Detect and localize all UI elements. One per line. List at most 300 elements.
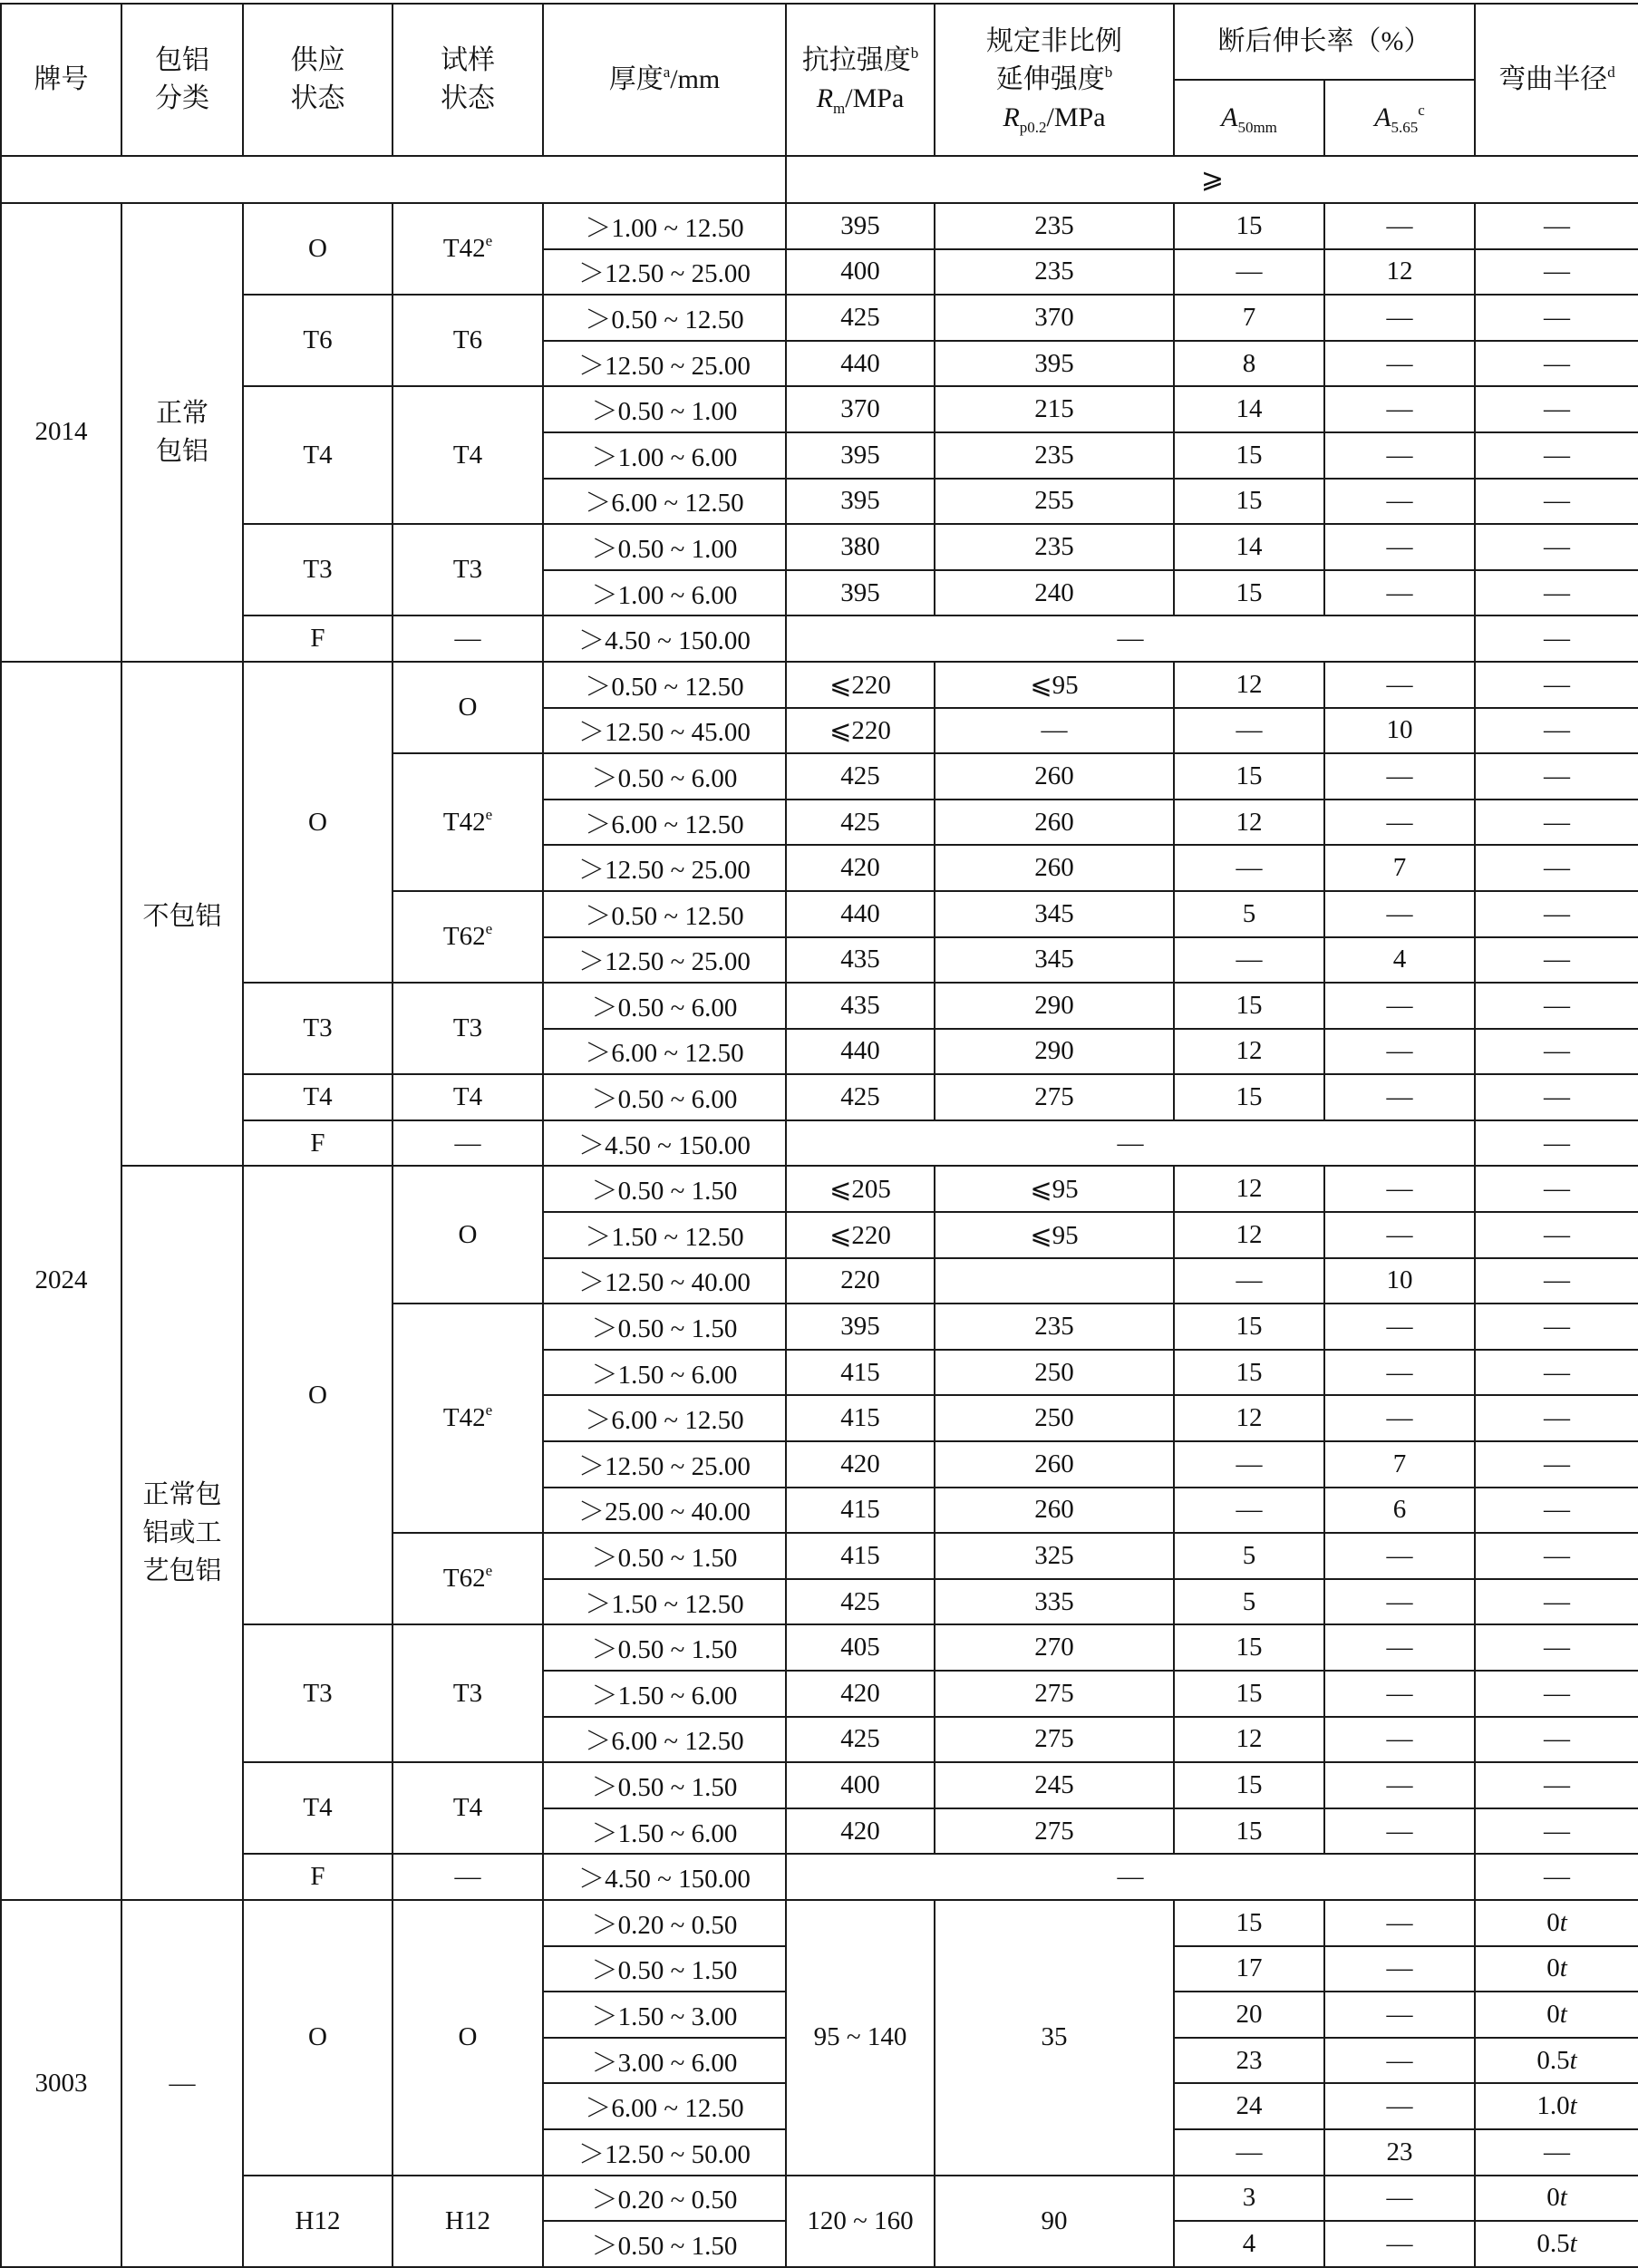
elongation-a565-cell: — bbox=[1324, 1717, 1475, 1763]
temper-cell: O bbox=[243, 1166, 393, 1624]
header-row-min bbox=[1, 156, 1638, 203]
thickness-cell: ＞0.50 ~ 1.00 bbox=[543, 386, 786, 432]
elongation-a565-cell: 12 bbox=[1324, 249, 1475, 296]
elongation-a565-cell: — bbox=[1324, 753, 1475, 800]
bend-radius-cell: — bbox=[1475, 1350, 1638, 1396]
thickness-cell: ＞0.20 ~ 0.50 bbox=[543, 2176, 786, 2222]
temper-cell: T3 bbox=[243, 524, 393, 615]
bend-radius-cell: — bbox=[1475, 708, 1638, 754]
yield-strength-cell: 260 bbox=[935, 1488, 1174, 1534]
bend-radius-cell: — bbox=[1475, 1441, 1638, 1488]
elongation-a50-cell: 7 bbox=[1174, 295, 1324, 341]
thickness-cell: ＞0.50 ~ 1.50 bbox=[543, 1624, 786, 1671]
tensile-strength-cell: 400 bbox=[786, 1762, 935, 1808]
elongation-a50-cell: 20 bbox=[1174, 1992, 1324, 2038]
table-row bbox=[1, 1624, 1638, 1671]
elongation-a565-cell: 10 bbox=[1324, 708, 1475, 754]
elongation-a50-cell: — bbox=[1174, 708, 1324, 754]
col-a50-header: $A_{50mm}$ bbox=[1174, 80, 1324, 156]
elongation-a565-cell: — bbox=[1324, 2038, 1475, 2084]
yield-strength-cell bbox=[935, 1258, 1174, 1304]
bend-radius-cell: 1.0t bbox=[1475, 2083, 1638, 2129]
elongation-a565-cell: 7 bbox=[1324, 845, 1475, 891]
elongation-a50-cell: 15 bbox=[1174, 203, 1324, 249]
yield-strength-cell: ⩽95 bbox=[935, 662, 1174, 708]
elongation-a50-cell: 14 bbox=[1174, 386, 1324, 432]
col-elongation-header: 断后伸长率（%） bbox=[1174, 4, 1475, 80]
tensile-strength-cell: 220 bbox=[786, 1258, 935, 1304]
tensile-strength-cell: 120 ~ 160 bbox=[786, 2176, 935, 2267]
bend-radius-cell: — bbox=[1475, 1074, 1638, 1120]
thickness-cell: ＞1.50 ~ 6.00 bbox=[543, 1808, 786, 1855]
elongation-a565-cell: — bbox=[1324, 1671, 1475, 1717]
bend-radius-cell: — bbox=[1475, 524, 1638, 570]
tensile-strength-cell: 420 bbox=[786, 1671, 935, 1717]
elongation-a50-cell: 12 bbox=[1174, 662, 1324, 708]
elongation-a50-cell: — bbox=[1174, 249, 1324, 296]
elongation-a50-cell: — bbox=[1174, 2129, 1324, 2176]
thickness-cell: ＞6.00 ~ 12.50 bbox=[543, 479, 786, 525]
thickness-cell: ＞0.50 ~ 6.00 bbox=[543, 983, 786, 1029]
elongation-a565-cell: — bbox=[1324, 1992, 1475, 2038]
tensile-strength-cell: 415 bbox=[786, 1533, 935, 1579]
temper-cell: O bbox=[393, 1166, 543, 1304]
temper-cell: O bbox=[243, 203, 393, 295]
thickness-cell: ＞12.50 ~ 25.00 bbox=[543, 1441, 786, 1488]
elongation-a565-cell: — bbox=[1324, 1624, 1475, 1671]
yield-strength-cell: 255 bbox=[935, 479, 1174, 525]
tensile-strength-cell: 440 bbox=[786, 891, 935, 937]
yield-strength-cell: 235 bbox=[935, 1304, 1174, 1350]
table-row bbox=[1, 2176, 1638, 2222]
thickness-cell: ＞0.50 ~ 6.00 bbox=[543, 1074, 786, 1120]
yield-strength-cell: 260 bbox=[935, 753, 1174, 800]
temper-cell: T42e bbox=[393, 203, 543, 295]
bend-radius-cell: — bbox=[1475, 570, 1638, 616]
col-supply-temper-header: 供应 状态 bbox=[243, 4, 393, 156]
elongation-a50-cell: 15 bbox=[1174, 753, 1324, 800]
thickness-cell: ＞1.50 ~ 3.00 bbox=[543, 1992, 786, 2038]
elongation-a565-cell: — bbox=[1324, 524, 1475, 570]
elongation-a565-cell: 4 bbox=[1324, 937, 1475, 984]
elongation-a565-cell: — bbox=[1324, 1946, 1475, 1992]
elongation-a50-cell: 15 bbox=[1174, 1074, 1324, 1120]
tensile-strength-cell: ⩽220 bbox=[786, 1212, 935, 1258]
temper-cell: O bbox=[393, 1900, 543, 2176]
col-brand-header: 牌号 bbox=[1, 4, 121, 156]
yield-strength-cell: ⩽95 bbox=[935, 1212, 1174, 1258]
thickness-cell: ＞6.00 ~ 12.50 bbox=[543, 1717, 786, 1763]
thickness-cell: ＞0.50 ~ 1.50 bbox=[543, 1946, 786, 1992]
strength-merged-cell: — bbox=[786, 1854, 1475, 1900]
temper-cell: T42e bbox=[393, 753, 543, 891]
tensile-strength-cell: 415 bbox=[786, 1350, 935, 1396]
thickness-cell: ＞0.50 ~ 6.00 bbox=[543, 753, 786, 800]
yield-strength-cell: ⩽95 bbox=[935, 1166, 1174, 1212]
table-row bbox=[1, 1120, 1638, 1167]
elongation-a50-cell: 15 bbox=[1174, 1304, 1324, 1350]
elongation-a50-cell: 15 bbox=[1174, 1900, 1324, 1946]
tensile-strength-cell: 395 bbox=[786, 1304, 935, 1350]
bend-radius-cell: — bbox=[1475, 1212, 1638, 1258]
tensile-strength-cell: 420 bbox=[786, 1808, 935, 1855]
yield-strength-cell: 345 bbox=[935, 937, 1174, 984]
yield-strength-cell: 335 bbox=[935, 1579, 1174, 1625]
elongation-a50-cell: 4 bbox=[1174, 2221, 1324, 2267]
yield-strength-cell: 260 bbox=[935, 845, 1174, 891]
bend-radius-cell: — bbox=[1475, 1717, 1638, 1763]
yield-strength-cell: 235 bbox=[935, 203, 1174, 249]
elongation-a50-cell: 24 bbox=[1174, 2083, 1324, 2129]
bend-radius-cell: 0t bbox=[1475, 2176, 1638, 2222]
table-row bbox=[1, 524, 1638, 570]
yield-strength-cell: 240 bbox=[935, 570, 1174, 616]
table-row bbox=[1, 386, 1638, 432]
temper-cell: T62e bbox=[393, 1533, 543, 1624]
col-bend-radius-header: 弯曲半径$^d$ bbox=[1475, 4, 1638, 156]
tensile-strength-cell: 435 bbox=[786, 937, 935, 984]
yield-strength-cell: 275 bbox=[935, 1808, 1174, 1855]
elongation-a50-cell: 15 bbox=[1174, 1624, 1324, 1671]
elongation-a50-cell: 17 bbox=[1174, 1946, 1324, 1992]
bend-radius-cell: — bbox=[1475, 2129, 1638, 2176]
table-row bbox=[1, 662, 1638, 708]
yield-strength-cell: 235 bbox=[935, 249, 1174, 296]
elongation-a565-cell: — bbox=[1324, 1533, 1475, 1579]
yield-strength-cell: 290 bbox=[935, 983, 1174, 1029]
elongation-a50-cell: 12 bbox=[1174, 800, 1324, 846]
col-a565-header: $A_{5.65}^c$ bbox=[1324, 80, 1475, 156]
elongation-a565-cell: — bbox=[1324, 800, 1475, 846]
tensile-strength-cell: 420 bbox=[786, 845, 935, 891]
thickness-cell: ＞1.50 ~ 6.00 bbox=[543, 1350, 786, 1396]
yield-strength-cell: 325 bbox=[935, 1533, 1174, 1579]
temper-cell: O bbox=[393, 662, 543, 753]
yield-strength-cell: 215 bbox=[935, 386, 1174, 432]
thickness-cell: ＞12.50 ~ 50.00 bbox=[543, 2129, 786, 2176]
bend-radius-cell: — bbox=[1475, 662, 1638, 708]
thickness-cell: ＞4.50 ~ 150.00 bbox=[543, 615, 786, 662]
elongation-a50-cell: — bbox=[1174, 1488, 1324, 1534]
elongation-a565-cell: — bbox=[1324, 1350, 1475, 1396]
elongation-a565-cell: — bbox=[1324, 341, 1475, 387]
yield-strength-cell: 370 bbox=[935, 295, 1174, 341]
elongation-a565-cell: — bbox=[1324, 1304, 1475, 1350]
bend-radius-cell: — bbox=[1475, 845, 1638, 891]
table-row bbox=[1, 1854, 1638, 1900]
thickness-cell: ＞0.50 ~ 1.50 bbox=[543, 1533, 786, 1579]
brand-cell: 2024 bbox=[1, 662, 121, 1900]
bend-radius-cell: — bbox=[1475, 1304, 1638, 1350]
thickness-cell: ＞4.50 ~ 150.00 bbox=[543, 1120, 786, 1167]
elongation-a50-cell: 15 bbox=[1174, 1671, 1324, 1717]
tensile-strength-cell: ⩽220 bbox=[786, 708, 935, 754]
thickness-cell: ＞1.50 ~ 12.50 bbox=[543, 1579, 786, 1625]
yield-strength-cell: 395 bbox=[935, 341, 1174, 387]
elongation-a50-cell: 15 bbox=[1174, 1350, 1324, 1396]
thickness-cell: ＞6.00 ~ 12.50 bbox=[543, 1395, 786, 1441]
thickness-cell: ＞1.50 ~ 12.50 bbox=[543, 1212, 786, 1258]
temper-cell: T3 bbox=[243, 983, 393, 1074]
yield-strength-cell: 345 bbox=[935, 891, 1174, 937]
tensile-strength-cell: 435 bbox=[786, 983, 935, 1029]
yield-strength-cell: 275 bbox=[935, 1717, 1174, 1763]
elongation-a565-cell: 23 bbox=[1324, 2129, 1475, 2176]
elongation-a50-cell: 23 bbox=[1174, 2038, 1324, 2084]
thickness-cell: ＞0.50 ~ 1.50 bbox=[543, 1304, 786, 1350]
temper-cell: T4 bbox=[393, 386, 543, 524]
strength-merged-cell: — bbox=[786, 1120, 1475, 1167]
bend-radius-cell: 0t bbox=[1475, 1946, 1638, 1992]
temper-cell: — bbox=[393, 1854, 543, 1900]
elongation-a50-cell: 15 bbox=[1174, 983, 1324, 1029]
tensile-strength-cell: 395 bbox=[786, 203, 935, 249]
tensile-strength-cell: 440 bbox=[786, 341, 935, 387]
elongation-a565-cell: — bbox=[1324, 1808, 1475, 1855]
temper-cell: T4 bbox=[243, 1074, 393, 1120]
temper-cell: H12 bbox=[393, 2176, 543, 2267]
bend-radius-cell: 0t bbox=[1475, 1900, 1638, 1946]
elongation-a50-cell: 5 bbox=[1174, 1579, 1324, 1625]
tensile-strength-cell: 380 bbox=[786, 524, 935, 570]
table-row bbox=[1, 615, 1638, 662]
temper-cell: O bbox=[243, 1900, 393, 2176]
elongation-a565-cell: — bbox=[1324, 203, 1475, 249]
temper-cell: T3 bbox=[393, 983, 543, 1074]
elongation-a565-cell: — bbox=[1324, 1579, 1475, 1625]
thickness-cell: ＞25.00 ~ 40.00 bbox=[543, 1488, 786, 1534]
bend-radius-cell: — bbox=[1475, 1854, 1638, 1900]
cladding-cell: 正常包 铝或工 艺包铝 bbox=[121, 1166, 243, 1900]
bend-radius-cell: 0t bbox=[1475, 1992, 1638, 2038]
thickness-cell: ＞1.00 ~ 12.50 bbox=[543, 203, 786, 249]
tensile-strength-cell: 95 ~ 140 bbox=[786, 1900, 935, 2176]
thickness-cell: ＞12.50 ~ 25.00 bbox=[543, 341, 786, 387]
elongation-a50-cell: 12 bbox=[1174, 1166, 1324, 1212]
elongation-a565-cell: — bbox=[1324, 432, 1475, 479]
bend-radius-cell: — bbox=[1475, 753, 1638, 800]
tensile-strength-cell: 425 bbox=[786, 800, 935, 846]
temper-cell: T4 bbox=[393, 1762, 543, 1854]
thickness-cell: ＞1.00 ~ 6.00 bbox=[543, 570, 786, 616]
min-value-marker: ⩾ bbox=[786, 156, 1638, 203]
tensile-strength-cell: 415 bbox=[786, 1488, 935, 1534]
bend-radius-cell: — bbox=[1475, 1624, 1638, 1671]
thickness-cell: ＞0.50 ~ 1.50 bbox=[543, 1166, 786, 1212]
temper-cell: T42e bbox=[393, 1304, 543, 1533]
temper-cell: F bbox=[243, 1854, 393, 1900]
table-row bbox=[1, 1166, 1638, 1212]
yield-strength-cell: 235 bbox=[935, 524, 1174, 570]
temper-cell: F bbox=[243, 615, 393, 662]
temper-cell: T3 bbox=[243, 1624, 393, 1762]
header-blank bbox=[1, 156, 786, 203]
tensile-strength-cell: 400 bbox=[786, 249, 935, 296]
elongation-a565-cell: — bbox=[1324, 386, 1475, 432]
bend-radius-cell: — bbox=[1475, 1762, 1638, 1808]
tensile-strength-cell: 425 bbox=[786, 1717, 935, 1763]
yield-strength-cell: 275 bbox=[935, 1074, 1174, 1120]
bend-radius-cell: — bbox=[1475, 386, 1638, 432]
elongation-a565-cell: — bbox=[1324, 1900, 1475, 1946]
header-row bbox=[1, 4, 1638, 80]
bend-radius-cell: — bbox=[1475, 341, 1638, 387]
col-specimen-temper-header: 试样 状态 bbox=[393, 4, 543, 156]
table-row bbox=[1, 295, 1638, 341]
temper-cell: T3 bbox=[393, 1624, 543, 1762]
bend-radius-cell: — bbox=[1475, 1029, 1638, 1075]
bend-radius-cell: — bbox=[1475, 1120, 1638, 1167]
temper-cell: T62e bbox=[393, 891, 543, 983]
thickness-cell: ＞12.50 ~ 40.00 bbox=[543, 1258, 786, 1304]
table-row bbox=[1, 203, 1638, 249]
yield-strength-cell: 90 bbox=[935, 2176, 1174, 2267]
yield-strength-cell: 245 bbox=[935, 1762, 1174, 1808]
tensile-strength-cell: ⩽220 bbox=[786, 662, 935, 708]
col-yield-header: 规定非比例 延伸强度$^b$ $R_{p0.2}$/MPa bbox=[935, 4, 1174, 156]
yield-strength-cell: 35 bbox=[935, 1900, 1174, 2176]
bend-radius-cell: — bbox=[1475, 1395, 1638, 1441]
tensile-strength-cell: 425 bbox=[786, 753, 935, 800]
bend-radius-cell: — bbox=[1475, 1488, 1638, 1534]
temper-cell: T4 bbox=[243, 386, 393, 524]
thickness-cell: ＞0.50 ~ 12.50 bbox=[543, 295, 786, 341]
tensile-strength-cell: 395 bbox=[786, 479, 935, 525]
elongation-a50-cell: 15 bbox=[1174, 479, 1324, 525]
thickness-cell: ＞0.50 ~ 1.00 bbox=[543, 524, 786, 570]
brand-cell: 3003 bbox=[1, 1900, 121, 2267]
elongation-a50-cell: — bbox=[1174, 1258, 1324, 1304]
temper-cell: T4 bbox=[393, 1074, 543, 1120]
elongation-a50-cell: 15 bbox=[1174, 432, 1324, 479]
thickness-cell: ＞6.00 ~ 12.50 bbox=[543, 2083, 786, 2129]
col-tensile-header: 抗拉强度$^b$ $R_m$/MPa bbox=[786, 4, 935, 156]
elongation-a565-cell: — bbox=[1324, 1762, 1475, 1808]
thickness-cell: ＞3.00 ~ 6.00 bbox=[543, 2038, 786, 2084]
bend-radius-cell: — bbox=[1475, 937, 1638, 984]
tensile-strength-cell: ⩽205 bbox=[786, 1166, 935, 1212]
thickness-cell: ＞12.50 ~ 45.00 bbox=[543, 708, 786, 754]
yield-strength-cell: 260 bbox=[935, 1441, 1174, 1488]
bend-radius-cell: — bbox=[1475, 983, 1638, 1029]
elongation-a565-cell: — bbox=[1324, 2221, 1475, 2267]
thickness-cell: ＞0.50 ~ 1.50 bbox=[543, 1762, 786, 1808]
thickness-cell: ＞4.50 ~ 150.00 bbox=[543, 1854, 786, 1900]
elongation-a565-cell: — bbox=[1324, 1166, 1475, 1212]
yield-strength-cell: 275 bbox=[935, 1671, 1174, 1717]
thickness-cell: ＞0.50 ~ 12.50 bbox=[543, 891, 786, 937]
tensile-strength-cell: 440 bbox=[786, 1029, 935, 1075]
elongation-a565-cell: — bbox=[1324, 1074, 1475, 1120]
temper-cell: H12 bbox=[243, 2176, 393, 2267]
temper-cell: T3 bbox=[393, 524, 543, 615]
bend-radius-cell: — bbox=[1475, 800, 1638, 846]
tensile-strength-cell: 415 bbox=[786, 1395, 935, 1441]
thickness-cell: ＞12.50 ~ 25.00 bbox=[543, 937, 786, 984]
elongation-a565-cell: 10 bbox=[1324, 1258, 1475, 1304]
table-row bbox=[1, 983, 1638, 1029]
bend-radius-cell: — bbox=[1475, 432, 1638, 479]
thickness-cell: ＞6.00 ~ 12.50 bbox=[543, 1029, 786, 1075]
bend-radius-cell: — bbox=[1475, 615, 1638, 662]
elongation-a565-cell: — bbox=[1324, 1029, 1475, 1075]
elongation-a565-cell: — bbox=[1324, 295, 1475, 341]
elongation-a50-cell: 15 bbox=[1174, 1762, 1324, 1808]
tensile-strength-cell: 395 bbox=[786, 432, 935, 479]
elongation-a565-cell: — bbox=[1324, 2176, 1475, 2222]
thickness-cell: ＞0.20 ~ 0.50 bbox=[543, 1900, 786, 1946]
bend-radius-cell: 0.5t bbox=[1475, 2221, 1638, 2267]
table-row bbox=[1, 1762, 1638, 1808]
thickness-cell: ＞12.50 ~ 25.00 bbox=[543, 249, 786, 296]
cladding-cell: 不包铝 bbox=[121, 662, 243, 1167]
elongation-a565-cell: — bbox=[1324, 891, 1475, 937]
elongation-a50-cell: 8 bbox=[1174, 341, 1324, 387]
strength-merged-cell: — bbox=[786, 615, 1475, 662]
bend-radius-cell: — bbox=[1475, 249, 1638, 296]
thickness-cell: ＞12.50 ~ 25.00 bbox=[543, 845, 786, 891]
elongation-a50-cell: 3 bbox=[1174, 2176, 1324, 2222]
elongation-a50-cell: 12 bbox=[1174, 1717, 1324, 1763]
bend-radius-cell: — bbox=[1475, 1671, 1638, 1717]
thickness-cell: ＞1.00 ~ 6.00 bbox=[543, 432, 786, 479]
col-thickness-header: 厚度$^a$/mm bbox=[543, 4, 786, 156]
elongation-a50-cell: 12 bbox=[1174, 1395, 1324, 1441]
bend-radius-cell: — bbox=[1475, 295, 1638, 341]
tensile-strength-cell: 425 bbox=[786, 1074, 935, 1120]
yield-strength-cell: 260 bbox=[935, 800, 1174, 846]
yield-strength-cell: 235 bbox=[935, 432, 1174, 479]
elongation-a50-cell: — bbox=[1174, 937, 1324, 984]
tensile-strength-cell: 420 bbox=[786, 1441, 935, 1488]
bend-radius-cell: — bbox=[1475, 1533, 1638, 1579]
mechanical-properties-table bbox=[0, 3, 1638, 2268]
brand-cell: 2014 bbox=[1, 203, 121, 662]
elongation-a50-cell: 12 bbox=[1174, 1029, 1324, 1075]
elongation-a565-cell: — bbox=[1324, 1395, 1475, 1441]
yield-strength-cell: 250 bbox=[935, 1350, 1174, 1396]
elongation-a565-cell: — bbox=[1324, 662, 1475, 708]
temper-cell: F bbox=[243, 1120, 393, 1167]
bend-radius-cell: — bbox=[1475, 891, 1638, 937]
yield-strength-cell: 250 bbox=[935, 1395, 1174, 1441]
elongation-a50-cell: 15 bbox=[1174, 570, 1324, 616]
elongation-a565-cell: — bbox=[1324, 983, 1475, 1029]
thickness-cell: ＞6.00 ~ 12.50 bbox=[543, 800, 786, 846]
yield-strength-cell: — bbox=[935, 708, 1174, 754]
elongation-a50-cell: — bbox=[1174, 845, 1324, 891]
cladding-cell: 正常 包铝 bbox=[121, 203, 243, 662]
yield-strength-cell: 290 bbox=[935, 1029, 1174, 1075]
elongation-a50-cell: — bbox=[1174, 1441, 1324, 1488]
thickness-cell: ＞0.50 ~ 12.50 bbox=[543, 662, 786, 708]
temper-cell: T4 bbox=[243, 1762, 393, 1854]
yield-strength-cell: 270 bbox=[935, 1624, 1174, 1671]
thickness-cell: ＞0.50 ~ 1.50 bbox=[543, 2221, 786, 2267]
tensile-strength-cell: 370 bbox=[786, 386, 935, 432]
elongation-a565-cell: 6 bbox=[1324, 1488, 1475, 1534]
thickness-cell: ＞1.50 ~ 6.00 bbox=[543, 1671, 786, 1717]
elongation-a565-cell: 7 bbox=[1324, 1441, 1475, 1488]
elongation-a50-cell: 5 bbox=[1174, 891, 1324, 937]
elongation-a565-cell: — bbox=[1324, 570, 1475, 616]
bend-radius-cell: — bbox=[1475, 203, 1638, 249]
elongation-a50-cell: 12 bbox=[1174, 1212, 1324, 1258]
temper-cell: — bbox=[393, 1120, 543, 1167]
elongation-a50-cell: 5 bbox=[1174, 1533, 1324, 1579]
temper-cell: O bbox=[243, 662, 393, 983]
cladding-cell: — bbox=[121, 1900, 243, 2267]
